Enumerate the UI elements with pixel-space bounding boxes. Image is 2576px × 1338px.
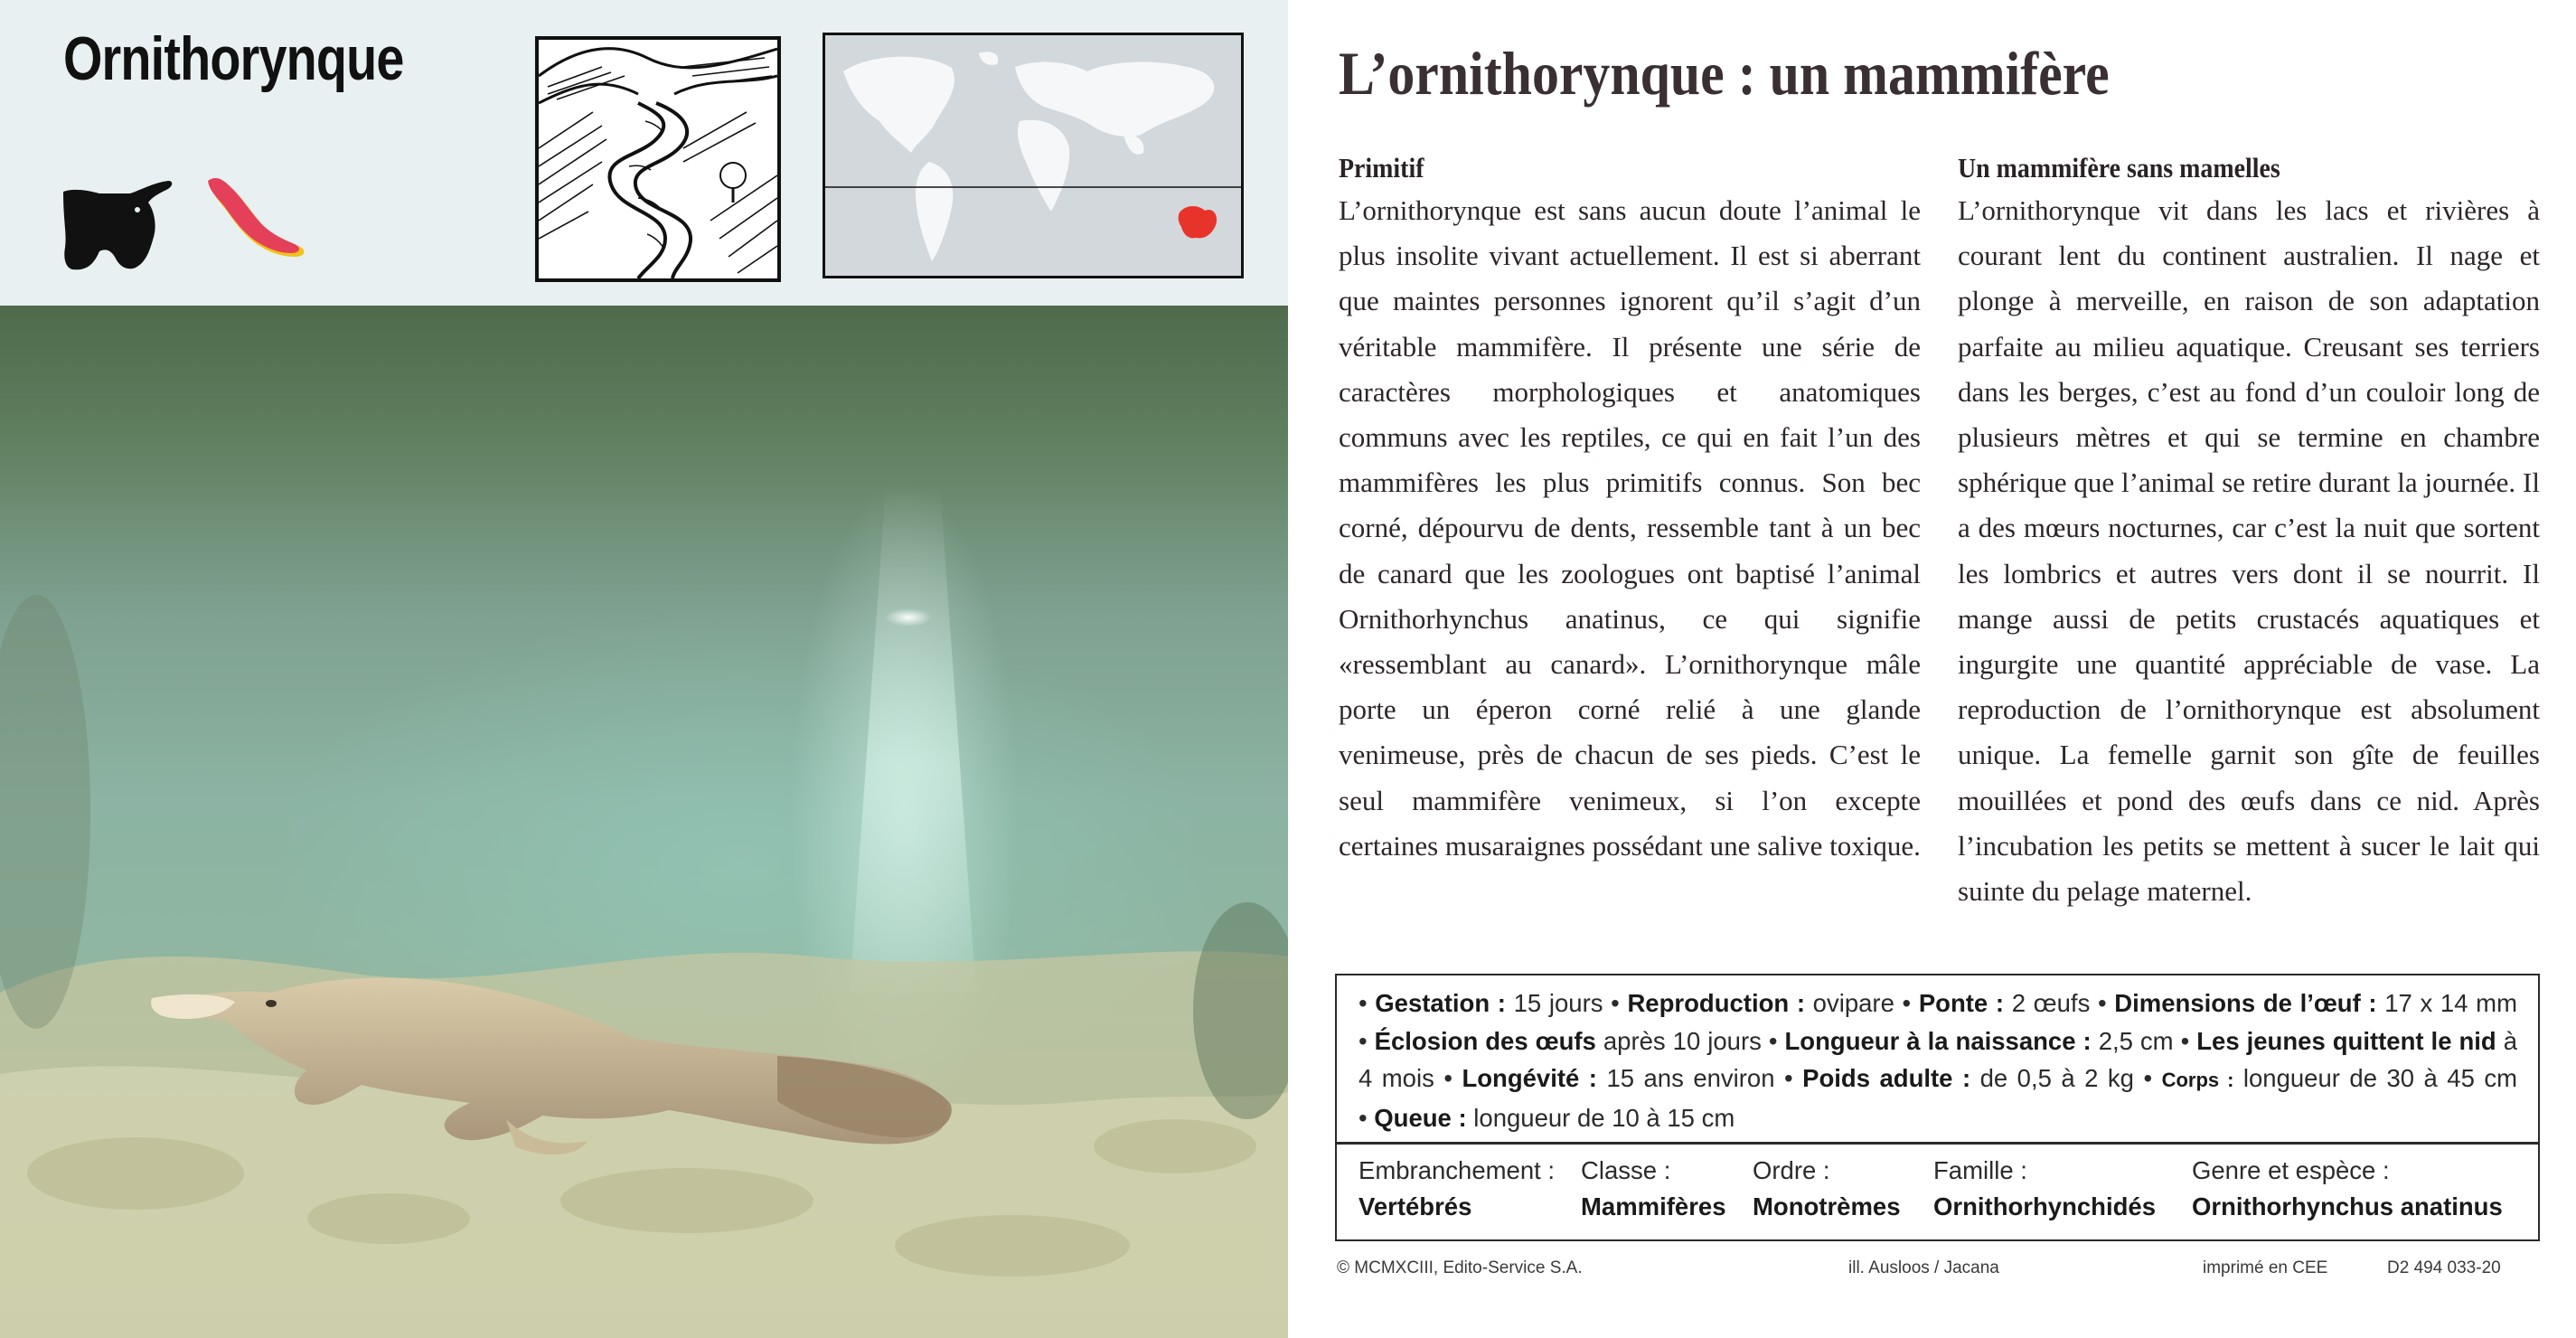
copyright-notice: © MCMXCIII, Edito-Service S.A. (1337, 1258, 1583, 1277)
section-heading: Primitif (1339, 152, 1424, 184)
taxonomy-embranchement (1359, 1153, 1555, 1225)
platypus-underwater-image (0, 306, 1288, 1338)
fact-label: Reproduction : (1627, 989, 1805, 1017)
section-heading: Un mammifère sans mamelles (1958, 152, 2280, 184)
taxonomy-label: Famille : (1933, 1156, 2027, 1184)
taxonomy-genre-espece (2192, 1153, 2503, 1225)
back-card (1288, 0, 2576, 1338)
card-title: Ornithorynque (63, 24, 404, 93)
fact-value: longueur de 10 à 15 cm (1473, 1103, 1735, 1132)
fact-value: 15 jours (1513, 989, 1603, 1017)
taxonomy-famille (1933, 1153, 2156, 1225)
fact-label: Les jeunes quittent le nid (2196, 1026, 2496, 1055)
fact-label: Queue : (1374, 1103, 1467, 1132)
photo-credit: ill. Ausloos / Jacana (1848, 1258, 1999, 1277)
taxonomy-value: Ornithorhynchidés (1933, 1192, 2156, 1220)
fact-value: 15 ans environ (1606, 1064, 1775, 1092)
platypus-photo (0, 306, 1288, 1338)
taxonomy-label: Ordre : (1753, 1156, 1830, 1184)
section-body: L’ornithorynque est sans aucun doute l’animal le plus insolite vivant actuellement. Il est si aberrant que maintes personnes ignorent qu’il s’agit d’un véritable mammifère. Il présente une série de caractères morphologiques et anatomiques communs avec les reptiles, ce qui en fait l’un des mammifères les plus primitifs connus. Son bec corné, dépourvu de dents, ressemble tant à un bec de canard que les zoologues ont baptisé l’animal Ornithorhynchus anatinus, ce qui signifie «ressemblant au canard». L’ornithorynque mâle porte un éperon corné relié à une glande venimeuse, près de chacun de ses pieds. C’est le seul mammifère venimeux, si l’on excepte certaines musaraignes possédant une salive toxique. (1339, 194, 1921, 862)
fact-value: 2 œufs (2011, 989, 2091, 1017)
fact-value: 17 x 14 mm (2384, 989, 2517, 1017)
taxonomy-label: Embranchement : (1359, 1156, 1556, 1184)
fact-label: Longueur à la naissance : (1784, 1026, 2092, 1055)
fact-value: ovipare (1812, 989, 1894, 1017)
text-column-mammifere (1958, 148, 2540, 914)
text-column-primitif (1339, 148, 1921, 869)
fact-value: de 0,5 à 2 kg (1979, 1064, 2134, 1092)
print-notice: imprimé en CEE (2203, 1258, 2328, 1277)
taxonomy-value: Vertébrés (1359, 1192, 1472, 1220)
fact-value: 2,5 cm (2098, 1026, 2174, 1055)
facts-list: • Gestation : 15 jours • Reproduction : ovipare • Ponte : 2 œufs • Dimensions de l’œuf : 17 x 14 mm • Éclosion des œufs après 10 jours • Longueur à la naissance : 2,5 cm • Les jeunes quittent le nid à 4 mois • Longévité : 15 ans environ • Poids adulte : de 0,5 à 2 kg • Corps : longueur de 30 à 45 cm • Queue : longueur de 10 à 15 cm (1359, 989, 2518, 1132)
fact-label: Ponte : (1918, 989, 2005, 1017)
fact-label: Longévité : (1462, 1064, 1597, 1092)
card-header (0, 0, 1288, 306)
fact-label: Corps : (2161, 1069, 2234, 1091)
fact-value: après 10 jours (1603, 1026, 1762, 1055)
fact-value: à 4 mois (1359, 1026, 2518, 1092)
fact-label: Poids adulte : (1802, 1064, 1971, 1092)
habitat-river-illustration (535, 36, 781, 282)
taxonomy-ordre (1753, 1153, 1901, 1225)
section-body: L’ornithorynque vit dans les lacs et rivières à courant lent du continent australien. Il nage et plonge à merveille, en raison de son adaptation parfaite au milieu aquatique. Creusant ses terriers dans les berges, c’est au fond d’un couloir long de plusieurs mètres et qui se termine en chambre sphérique que l’animal se retire durant la journée. Il a des mœurs nocturnes, car c’est la nuit que sortent les lombrics et autres vers dont il se nourrit. Il mange aussi de petits crustacés aquatiques et ingurgite une quantité appréciable de vase. La reproduction de l’ornithorynque est absolument unique. La femelle garnit son gîte de feuilles mouillées et pond des œufs dans ce nid. Après l’incubation les petits se mettent à sucer le lait qui suinte du pelage maternel. (1958, 194, 2540, 908)
fact-label: Dimensions de l’œuf : (2114, 989, 2377, 1017)
taxonomy-value: Ornithorhynchus anatinus (2192, 1192, 2503, 1220)
fact-label: Gestation : (1375, 989, 1506, 1017)
card-code: D2 494 033-20 (2387, 1258, 2501, 1277)
fact-label: Éclosion des œufs (1374, 1026, 1596, 1055)
taxonomy-value: Monotrèmes (1753, 1192, 1901, 1220)
platypus-silhouette-icon (204, 174, 313, 264)
taxonomy-label: Genre et espèce : (2192, 1156, 2390, 1184)
taxonomy-value: Mammifères (1581, 1192, 1726, 1220)
fact-value: longueur de 30 à 45 cm (2242, 1064, 2518, 1092)
taxonomy-label: Classe : (1581, 1156, 1671, 1184)
page-title: L’ornithorynque : un mammifère (1339, 39, 2110, 108)
divider (1337, 1142, 2538, 1145)
world-map-distribution (823, 33, 1244, 278)
bull-icon (60, 170, 177, 274)
facts-box (1335, 974, 2540, 1241)
taxonomy-classe (1581, 1153, 1726, 1225)
